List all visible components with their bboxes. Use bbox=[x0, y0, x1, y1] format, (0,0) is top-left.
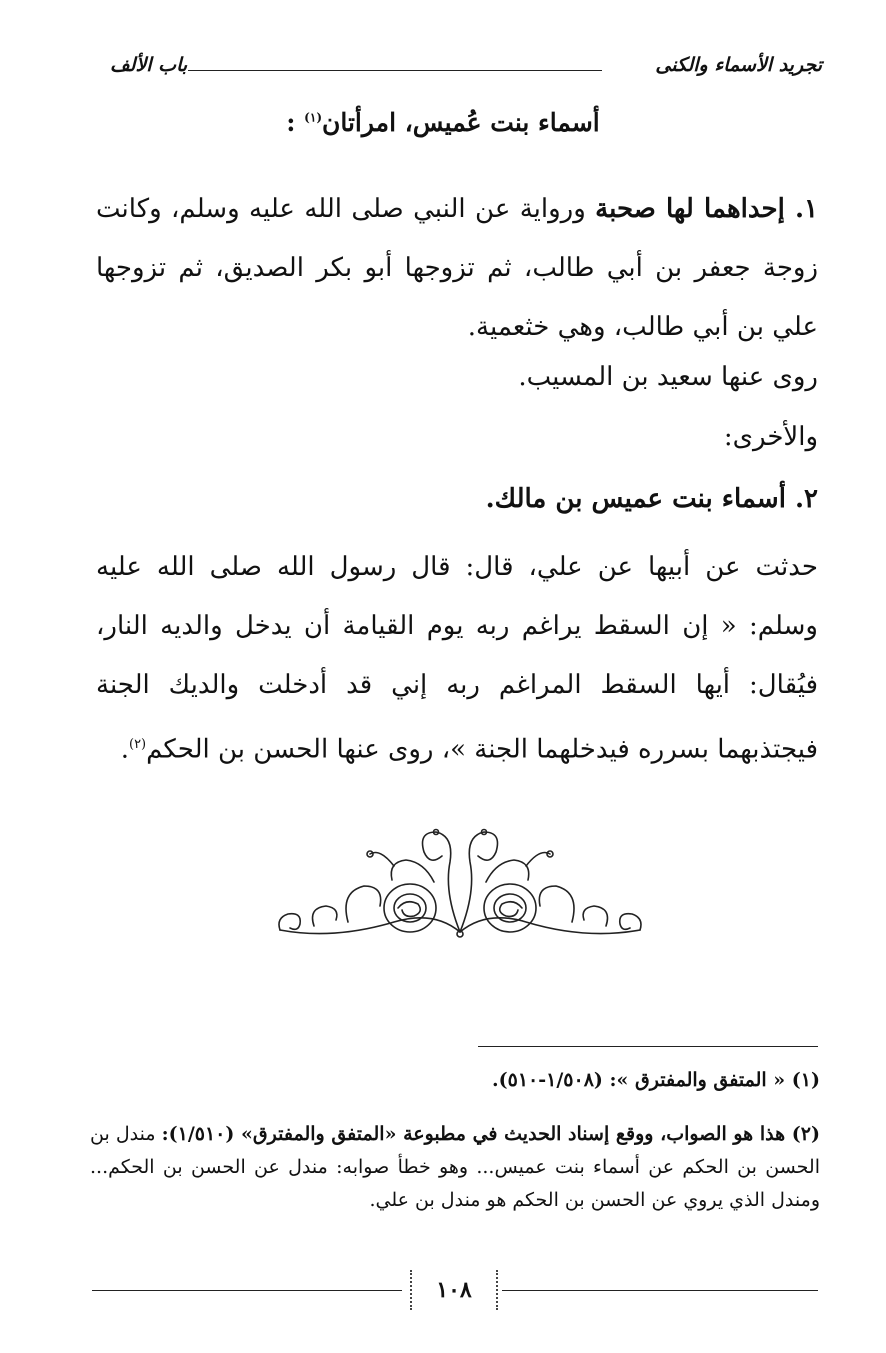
entry-heading-text: أسماء بنت عُميس، امرأتان bbox=[322, 108, 600, 137]
footnote-rule bbox=[478, 1046, 818, 1047]
item-2-heading: ٢. أسماء بنت عميس بن مالك. bbox=[485, 484, 818, 514]
footnote-ref-2[interactable]: (٢) bbox=[128, 737, 147, 752]
entry-heading bbox=[0, 108, 886, 137]
item-1-paragraph bbox=[96, 180, 818, 357]
decorative-ornament bbox=[274, 822, 646, 946]
footnote-2-line-1: هذا هو الصواب، ووقع إسناد الحديث في مطبوعة «المتفق والمفترق» (١/٥١٠): bbox=[161, 1123, 792, 1145]
item-2-text: حدثت عن أبيها عن علي، قال: قال رسول الله صلى الله عليه وسلم: « إن السقط يراغم ربه يوم القيامة أن يدخل والديه النار، فيُقال: أيها السقط المراغم ربه إني قد أدخلت والديك الجنة فيجتذبهما بسرره فيدخلهما الجنة »، روى عنها الحسن بن الحكم bbox=[96, 552, 818, 765]
item-1-text: ورواية عن النبي صلى الله عليه وسلم، وكانت زوجة جعفر بن أبي طالب، ثم تزوجها أبو بكر الصديق، ثم تزوجها علي بن أبي طالب، وهي خثعمية. bbox=[96, 194, 818, 342]
item-2-end: . bbox=[120, 734, 129, 765]
footnote-1 bbox=[90, 1064, 820, 1097]
running-header bbox=[110, 52, 822, 88]
footer-rule-left bbox=[92, 1290, 402, 1291]
footnote-2-rest: مندل بن الحسن بن الحكم عن أسماء بنت عميس... وهو خطأ صوابه: مندل عن الحسن بن الحكم... ومندل الذي يروي عن الحسن بن الحكم هو مندل بن علي. bbox=[90, 1123, 820, 1211]
item-1-narrator: روى عنها سعيد بن المسيب. bbox=[518, 362, 818, 392]
footnote-ref-1[interactable]: (١) bbox=[304, 110, 322, 125]
footnote-2 bbox=[90, 1118, 820, 1217]
section-title: باب الألف bbox=[110, 54, 188, 76]
footnote-1-text: « المتفق والمفترق »: (١/٥٠٨-٥١٠). bbox=[492, 1069, 792, 1091]
footer-rule-right bbox=[502, 1290, 818, 1291]
footnote-1-number: (١) bbox=[791, 1069, 820, 1091]
page-number: ١٠٨ bbox=[410, 1270, 498, 1310]
other-label: والأخرى: bbox=[723, 422, 818, 452]
book-title: تجريد الأسماء والكنى bbox=[655, 54, 822, 76]
entry-heading-colon: : bbox=[286, 108, 305, 137]
header-rule bbox=[188, 70, 602, 71]
footnote-2-number: (٢) bbox=[791, 1123, 820, 1145]
item-2-paragraph bbox=[96, 538, 818, 780]
item-1-lead: ١. إحداهما لها صحبة bbox=[595, 194, 819, 224]
